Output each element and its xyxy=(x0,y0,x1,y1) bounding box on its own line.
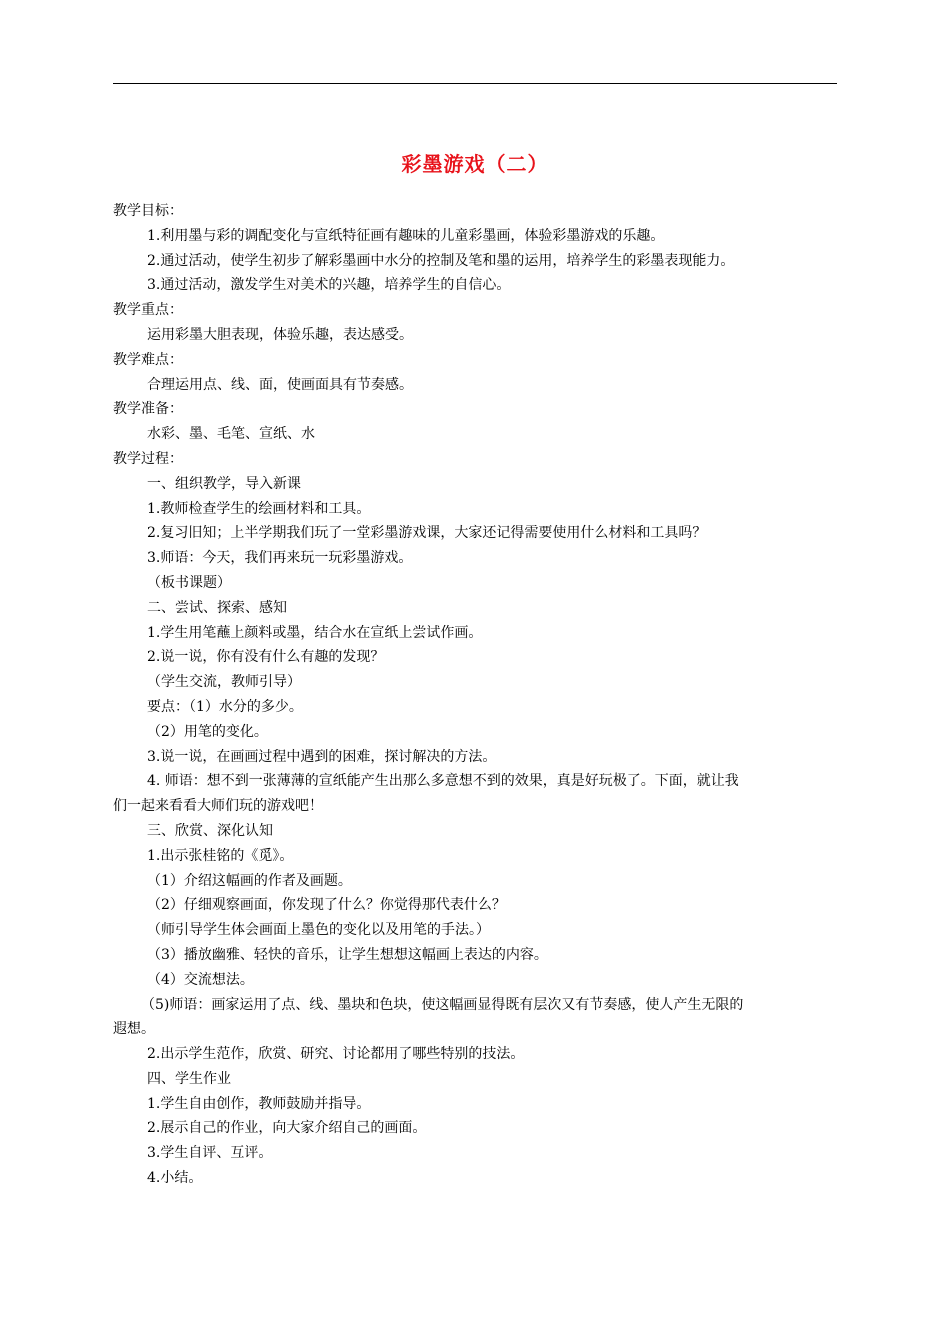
paragraph-line: 1.学生用笔蘸上颜料或墨，结合水在宣纸上尝试作画。 xyxy=(147,624,483,641)
paragraph-line: 水彩、墨、毛笔、宣纸、水 xyxy=(147,426,315,443)
paragraph-line: （4）交流想法。 xyxy=(147,971,254,988)
document-body xyxy=(113,199,837,1191)
paragraph-line: 一、组织教学，导入新课 xyxy=(147,475,301,492)
paragraph-line: 二、尝试、探索、感知 xyxy=(147,599,287,616)
paragraph-line: 3.学生自评、互评。 xyxy=(147,1145,273,1162)
paragraph-line: 三、欣赏、深化认知 xyxy=(147,822,273,839)
paragraph-line: 2.展示自己的作业，向大家介绍自己的画面。 xyxy=(147,1120,427,1137)
paragraph-line: 要点：（1）水分的多少。 xyxy=(147,698,303,715)
section-heading: 教学过程： xyxy=(113,450,183,467)
paragraph-line: 遐想。 xyxy=(113,1021,155,1038)
paragraph-line: （学生交流，教师引导） xyxy=(147,674,301,691)
paragraph-line: （5)师语：画家运用了点、线、墨块和色块，使这幅画显得既有层次又有节奏感，使人产生无限的 xyxy=(141,996,744,1013)
paragraph-line: （师引导学生体会画面上墨色的变化以及用笔的手法。） xyxy=(147,922,490,939)
paragraph-line: 4. 师语：想不到一张薄薄的宣纸能产生出那么多意想不到的效果，真是好玩极了。下面，就让我 xyxy=(147,773,739,790)
paragraph-line: 4.小结。 xyxy=(147,1170,203,1187)
paragraph-line: （板书课题） xyxy=(147,574,231,591)
paragraph-line: （1）介绍这幅画的作者及画题。 xyxy=(147,872,352,889)
section-heading: 教学目标： xyxy=(113,203,183,219)
paragraph-line: 1.学生自由创作，教师鼓励并指导。 xyxy=(147,1095,371,1112)
paragraph-line: 2.说一说，你有没有什么有趣的发现？ xyxy=(147,649,385,666)
paragraph-line: 们一起来看看大师们玩的游戏吧！ xyxy=(113,798,323,815)
paragraph-line: 四、学生作业 xyxy=(147,1070,231,1087)
paragraph-line: 2.通过活动，使学生初步了解彩墨画中水分的控制及笔和墨的运用，培养学生的彩墨表现能力。 xyxy=(147,252,735,269)
header-rule xyxy=(113,83,837,84)
paragraph-line: 2.出示学生范作，欣赏、研究、讨论都用了哪些特别的技法。 xyxy=(147,1046,525,1063)
paragraph-line: 3.通过活动，激发学生对美术的兴趣，培养学生的自信心。 xyxy=(147,277,511,294)
paragraph-line: 2.复习旧知；上半学期我们玩了一堂彩墨游戏课，大家还记得需要使用什么材料和工具吗？ xyxy=(147,525,707,542)
paragraph-line: 合理运用点、线、面，使画面具有节奏感。 xyxy=(147,376,413,393)
paragraph-line: 1.出示张桂铭的《觅》。 xyxy=(147,847,294,864)
paragraph-line: 3.说一说，在画画过程中遇到的困难，探讨解决的方法。 xyxy=(147,748,497,765)
paragraph-line: 3.师语：今天，我们再来玩一玩彩墨游戏。 xyxy=(147,550,413,567)
paragraph-line: 运用彩墨大胆表现，体验乐趣，表达感受。 xyxy=(147,326,413,343)
paragraph-line: 1.利用墨与彩的调配变化与宣纸特征画有趣味的儿童彩墨画，体验彩墨游戏的乐趣。 xyxy=(147,227,665,244)
section-heading: 教学准备： xyxy=(113,401,183,418)
paragraph-line: （3）播放幽雅、轻快的音乐，让学生想想这幅画上表达的内容。 xyxy=(147,946,548,963)
section-heading: 教学难点： xyxy=(113,351,183,368)
paragraph-line: （2）仔细观察画面，你发现了什么？你觉得那代表什么？ xyxy=(147,897,506,914)
page-title: 彩墨游戏（二） xyxy=(401,152,549,176)
paragraph-line: （2）用笔的变化。 xyxy=(147,723,268,740)
paragraph-line: 1.教师检查学生的绘画材料和工具。 xyxy=(147,500,371,517)
section-heading: 教学重点： xyxy=(113,302,183,319)
